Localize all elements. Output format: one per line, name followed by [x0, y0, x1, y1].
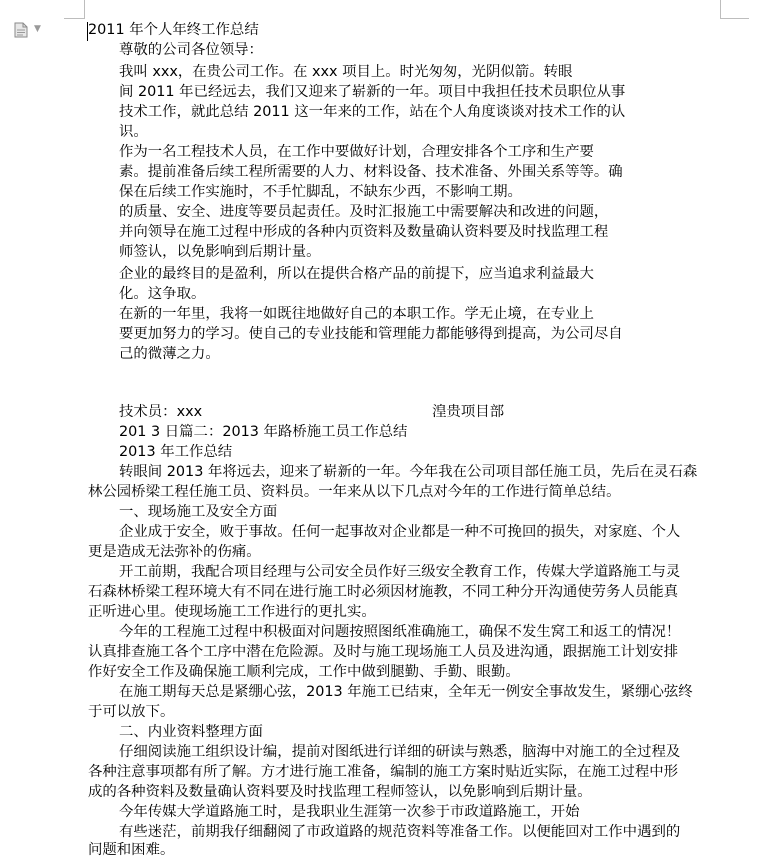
- paragraph-line: 更是造成无法弥补的伤痛。: [88, 544, 261, 560]
- paragraph-line: 在新的一年里，我将一如既往地做好自己的本职工作。学无止境，在专业上: [119, 306, 594, 322]
- paragraph-line: 的质量、安全、进度等要员起责任。及时汇报施工中需要解决和改进的问题，: [119, 204, 609, 220]
- paragraph-line: 问题和困难。: [88, 842, 175, 858]
- paragraph-line: 尊敬的公司各位领导：: [119, 42, 263, 58]
- paragraph-line: 化。这争取。: [119, 286, 206, 302]
- paragraph-line: 技术工作，就此总结 2011 这一年来的工作，站在个人角度谈谈对技术工作的认: [119, 104, 626, 120]
- paragraph-line: 仔细阅读施工组织设计编，提前对图纸进行详细的研读与熟悉，脑海中对施工的全过程及: [119, 744, 681, 760]
- signature-department: 湟贵项目部: [432, 404, 505, 420]
- signature-name: 技术员：xxx: [119, 404, 203, 420]
- paragraph-line: 各种注意事项都有所了解。方才进行施工准备，编制的施工方案时贴近实际，在施工过程中形: [88, 764, 679, 780]
- paragraph-line: 识。: [119, 124, 148, 140]
- document-icon[interactable]: [14, 22, 28, 38]
- crop-mark-right: [720, 0, 749, 19]
- paragraph-line: 认真排查施工各个工序中潜在危险源。及时与施工现场施工人员及进沟通，跟据施工计划安排: [88, 644, 679, 660]
- chevron-down-icon[interactable]: ▼: [34, 24, 41, 34]
- paragraph-line: 企业成于安全，败于事故。任何一起事故对企业都是一种不可挽回的损失，对家庭、个人: [119, 524, 681, 540]
- paragraph-line: 石森林桥梁工程环境大有不同在进行施工时必须因材施教，不同工种分开沟通使劳务人员能真: [88, 584, 679, 600]
- paragraph-line: 林公园桥梁工程任施工员、资料员。一年来从以下几点对今年的工作进行简单总结。: [88, 484, 621, 500]
- paragraph-line: 今年传媒大学道路施工时，是我职业生涯第一次参于市政道路施工，开始: [119, 804, 580, 820]
- paragraph-line: 在施工期每天总是紧绷心弦，2013 年施工已结束，全年无一例安全事故发生，紧绷心弦终: [119, 684, 693, 700]
- crop-mark-left: [64, 0, 85, 19]
- signature-line: [119, 402, 504, 422]
- section-title: 201 3 日篇二：2013 年路桥施工员工作总结: [119, 424, 408, 440]
- paragraph-line: 于可以放下。: [88, 704, 175, 720]
- section-subtitle: 2013 年工作总结: [119, 444, 233, 460]
- paragraph-line: 师签认，以免影响到后期计量。: [119, 244, 321, 260]
- paragraph-line: 企业的最终目的是盈利，所以在提供合格产品的前提下，应当追求利益最大: [119, 266, 594, 282]
- section-heading: 一、现场施工及安全方面: [119, 504, 278, 520]
- paragraph-line: 保在后续工作实施时，不手忙脚乱，不缺东少西，不影响工期。: [119, 184, 522, 200]
- paragraph-line: 作为一名工程技术人员，在工作中要做好计划，合理安排各个工序和生产要: [119, 144, 594, 160]
- paragraph-line: 有些迷茫，前期我仔细翻阅了市政道路的规范资料等准备工作。以便能回对工作中遇到的: [119, 824, 681, 840]
- paragraph-line: 我叫 xxx，在贵公司工作。在 xxx 项目上。时光匆匆，光阴似箭。转眼: [119, 64, 573, 80]
- paragraph-line: 并向领导在施工过程中形成的各种内页资料及数量确认资料要及时找监理工程: [119, 224, 609, 240]
- paragraph-line: 间 2011 年已经远去，我们又迎来了崭新的一年。项目中我担任技术员职位从事: [119, 84, 626, 100]
- section-heading: 二、内业资料整理方面: [119, 724, 263, 740]
- paragraph-line: 成的各种资料及数量确认资料要及时找监理工程师签认，以免影响到后期计量。: [88, 784, 592, 800]
- paragraph-line: 转眼间 2013 年将远去，迎来了崭新的一年。今年我在公司项目部任施工员，先后在灵石森: [119, 464, 698, 480]
- paragraph-line: 今年的工程施工过程中积极面对问题按照图纸准确施工，确保不发生窝工和返工的情况！: [119, 624, 681, 640]
- paragraph-line: 要更加努力的学习。使自己的专业技能和管理能力都能够得到提高，为公司尽自: [119, 326, 623, 342]
- paragraph-line: 己的微薄之力。: [119, 346, 220, 362]
- paragraph-line: 正听进心里。使现场施工工作进行的更扎实。: [88, 604, 376, 620]
- paragraph-line: 作好安全工作及确保施工顺利完成，工作中做到腿勤、手勤、眼勤。: [88, 664, 520, 680]
- doc-title: 2011 年个人年终工作总结: [88, 22, 259, 38]
- paragraph-line: 素。提前准备后续工程所需要的人力、材料设备、技术准备、外围关系等等。确: [119, 164, 623, 180]
- paragraph-line: 开工前期，我配合项目经理与公司安全员作好三级安全教育工作，传媒大学道路施工与灵: [119, 564, 681, 580]
